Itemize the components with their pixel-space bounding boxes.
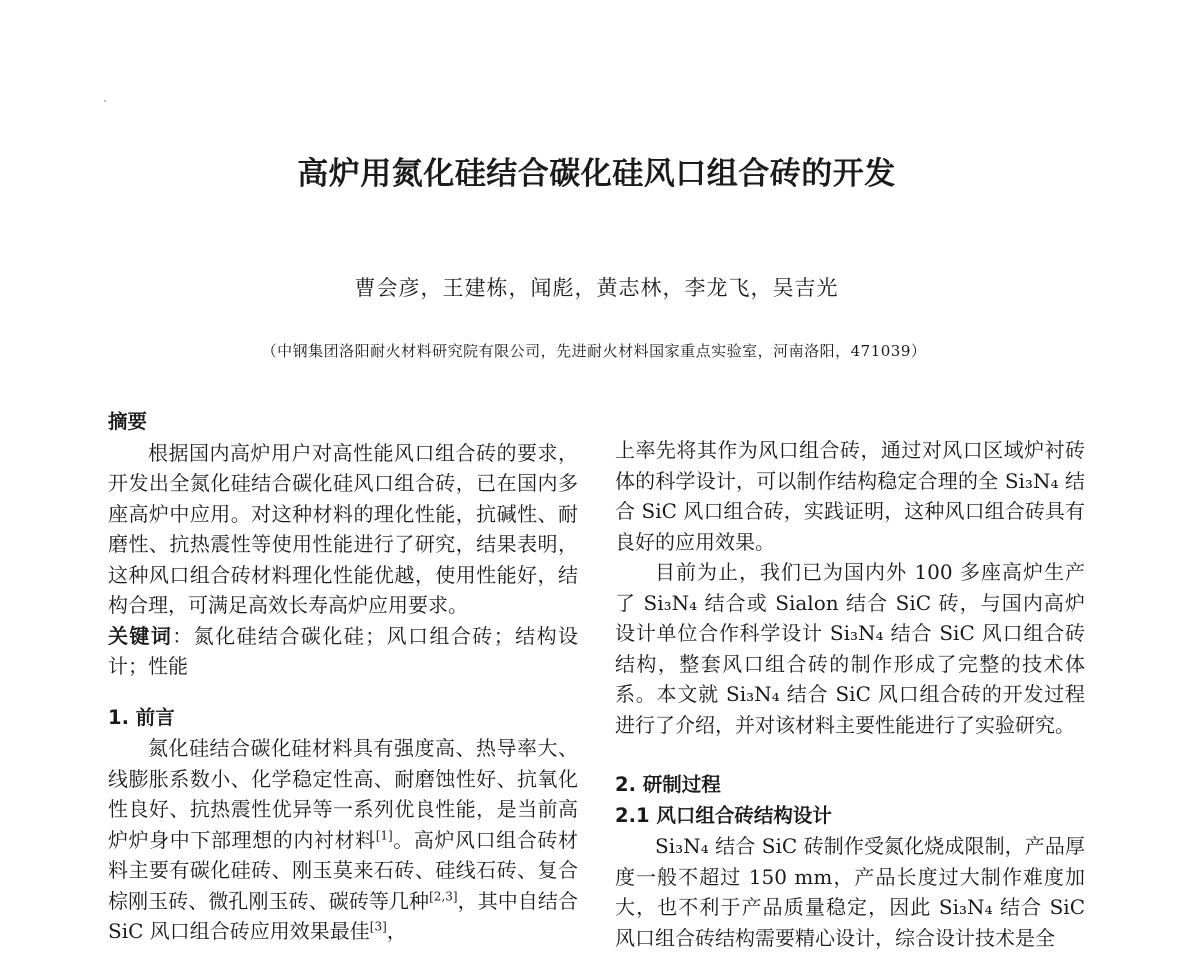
affiliation: （中钢集团洛阳耐火材料研究院有限公司，先进耐火材料国家重点实验室，河南洛阳，471039） xyxy=(261,342,927,360)
author-list: 曹会彦，王建栋，闻彪，黄志林，李龙飞，吴吉光 xyxy=(354,276,839,300)
scan-speck xyxy=(104,100,106,102)
spacer xyxy=(615,740,1085,770)
abstract-body: 根据国内高炉用户对高性能风口组合砖的要求，开发出全氮化硅结合碳化硅风口组合砖，已在国内多座高炉中应用。对这种材料的理化性能，抗碱性、耐磨性、抗热震性等使用性能进行了研究，结果表明，这种风口组合砖材料理化性能优越，使用性能好，结构合理，可满足高效长寿高炉应用要求。 xyxy=(108,440,578,617)
continued-paragraph: 上率先将其作为风口组合砖，通过对风口区域炉衬砖体的科学设计，可以制作结构稳定合理的全 Si₃N₄ 结合 SiC 风口组合砖，实践证明，这种风口组合砖具有良好的应用效果。 xyxy=(615,438,1085,554)
text-run: ，其中自结合 SiC 风口组合砖应用效果最佳 xyxy=(108,888,578,943)
section-2-1-paragraph: Si₃N₄ 结合 SiC 砖制作受氮化烧成限制，产品厚度一般不超过 150 mm，产品长度过大制作难度加大，也不利于产品质量稳定，因此 Si₃N₄ 结合 SiC 风口组合砖结构需要精心设计，综合设计技术是全 xyxy=(615,834,1085,950)
left-column xyxy=(108,407,578,947)
section-2-heading: 2. 研制过程 xyxy=(615,773,721,796)
section-1-paragraph xyxy=(108,733,578,947)
paper-title: 高炉用氮化硅结合碳化硅风口组合砖的开发 xyxy=(297,156,896,192)
spacer xyxy=(108,682,578,703)
text-run: 氮化硅结合碳化硅材料具有强度高、热导率大、线膨胀系数小、化学稳定性高、耐磨蚀性好、抗氧化性良好、抗热震性优异等一系列优良性能，是当前高炉炉身中下部理想的内衬材料 xyxy=(108,736,578,852)
citation-3: [3] xyxy=(369,919,387,934)
paragraph: 目前为止，我们已为国内外 100 多座高炉生产了 Si₃N₄ 结合或 Sialon 结合 SiC 砖，与国内高炉设计单位合作科学设计 Si₃N₄ 结合 SiC 风口组合砖结构，整套风口组合砖的制作形成了完整的技术体系。本文就 Si₃N₄ 结合 SiC 风口组合砖的开发过程进行了介绍，并对该材料主要性能进行了实验研究。 xyxy=(615,560,1085,737)
citation-1: [1] xyxy=(375,827,393,842)
section-1-heading: 1. 前言 xyxy=(108,705,175,729)
text-run: ， xyxy=(386,919,407,943)
citation-2-3: [2,3] xyxy=(429,888,458,903)
keywords-text: ：氮化硅结合碳化硅；风口组合砖；结构设计；性能 xyxy=(108,623,579,678)
keywords-label: 关键词 xyxy=(108,623,173,648)
text-run: 。高炉风口组合砖材料主要有碳化硅砖、刚玉莫来石砖、硅线石砖、复合棕刚玉砖、微孔刚玉砖、碳砖等几种 xyxy=(108,827,579,913)
section-2-1-heading: 2.1 风口组合砖结构设计 xyxy=(615,803,832,827)
abstract-heading: 摘要 xyxy=(108,410,148,433)
right-column xyxy=(615,435,1085,953)
keywords-line xyxy=(108,621,578,682)
